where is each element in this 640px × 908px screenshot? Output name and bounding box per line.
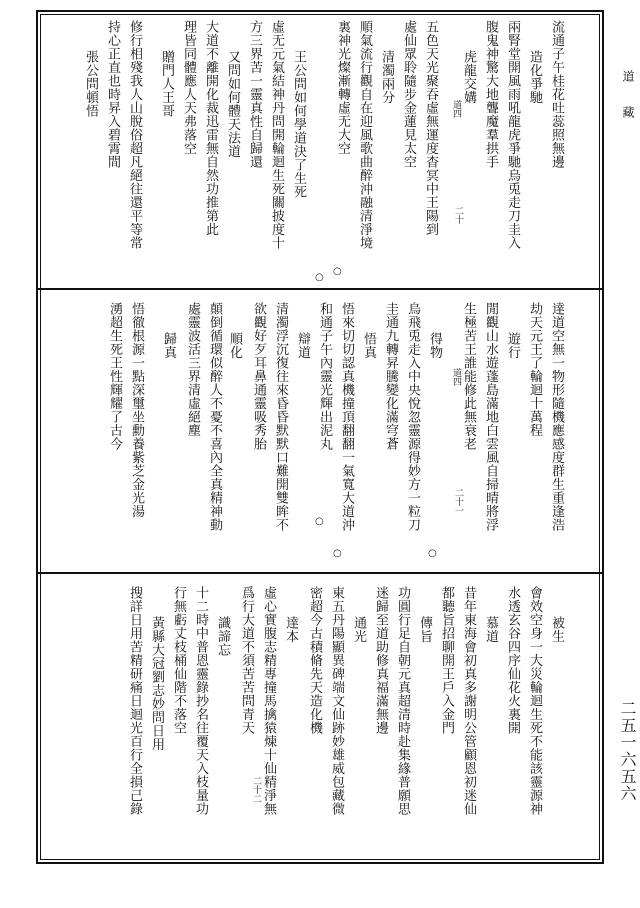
text-column: 虎龍交媾 [461,50,476,104]
page-number: 二五一六五六 [618,700,637,802]
text-column: 虛无元氣結神丹問開輪迴生死關披度十 [269,20,284,250]
text-column: 水透玄谷四序仙花火裏開 [505,586,520,735]
text-column: 順化 [227,332,242,359]
text-column: 辯道 [295,332,310,359]
text-column: 贈門人王哥 [159,50,174,118]
circle-mark-icon: ○ [315,516,324,527]
text-column: 劫天元王了輪迴十萬程 [527,302,542,437]
text-column: 方三界苦一靈真性自歸還 [247,20,262,169]
text-column: 識諦忘 [215,616,230,657]
text-column: 搜詳日用苦精研痛日迴光百行全損己錄 [127,586,142,816]
text-column: 東五丹陽顯異碑端文仙跡妙雄威包藏微 [329,586,344,816]
text-column: 欲觀好歹耳鼻通靈吸秀胎 [251,302,266,451]
text-column: 清濁兩分 [379,50,394,104]
text-column: 黃縣大冠劉志妙問日用 [149,616,164,751]
page-frame [36,10,604,864]
text-column: 張公問頓悟 [83,50,98,118]
folio-marker: 二十 [453,206,463,224]
text-column: 得物 [427,332,442,359]
panel-bottom [48,586,592,854]
folio-marker: 二十二 [251,776,261,803]
text-column: 閒觀山水遊蓬島滿地白雲風自掃晴將浮 [483,302,498,532]
panel-divider-top [38,288,602,290]
text-column: 顛倒循環似醉人不憂不喜內全真精神動 [207,302,222,532]
text-column: 歸真 [161,332,176,359]
text-column: 密超今古積脩先天造化機 [307,586,322,735]
text-column: 悟真 [361,332,376,359]
text-column: 昔年東海會初真多謝明公管顧恩初迷仙 [461,586,476,816]
text-column: 處靈波活三界清虛絕塵 [185,302,200,437]
text-column: 理皆同體應人天弗落空 [181,20,196,155]
text-column: 五色天光聚吞虛無運度杳冥中王陽到 [423,20,438,236]
text-column: 大道不離開化裁迅雷無自然功推第此 [203,20,218,236]
text-column: 傳旨 [417,616,432,643]
text-column: 清濁浮沉復往來昏昏默默口難開雙眸不 [273,302,288,532]
text-column: 遊行 [505,332,520,359]
text-column: 會效空身一大災輪迴生死不能該靈源神 [527,586,542,816]
text-column: 生極苦王誰能修此無衰老 [461,302,476,451]
text-column: 悟來切切認真機撞頂翻翻一氣寬大道沖 [339,302,354,532]
text-column: 圭通九轉昇騰變化滿穹蒼 [383,302,398,451]
text-column: 達本 [283,616,298,643]
text-column: 持心正直也時昇入碧霄間 [105,20,120,169]
margin-title: 道藏 [621,70,635,142]
text-column: 處仙眾聆隨步金蓮見太空 [401,20,416,169]
circle-mark-icon: ○ [315,272,324,283]
text-column: 兩腎堂開風雨吼龍虎爭馳烏兎走刀圭入 [505,20,520,250]
panel-divider-bottom [38,572,602,574]
text-column: 悟徹根源一點深璽坐勳養紫芝金光湯 [129,302,144,518]
text-column: 流通子午桂花吐蕊照無邊 [549,20,564,169]
text-column: 和通子午內靈光輝出泥丸 [317,302,332,451]
folio-marker: 二十一 [453,488,463,515]
text-column: 湧超生死王性輝耀了古今 [107,302,122,451]
text-column: 達道空無一物形隨機應感度群生重逢浩 [549,302,564,532]
folio-marker: 道四 [451,100,461,118]
text-column: 都聽旨招聊開王戶入金門 [439,586,454,735]
text-column: 功圓行足自朝元真超清時赴集緣普願思 [395,586,410,816]
panel-middle [48,302,592,566]
text-column: 行無虧丈枝桶仙階不落空 [171,586,186,735]
circle-mark-icon: ○ [333,548,342,559]
circle-mark-icon: ○ [333,266,342,277]
folio-marker: 道四 [451,368,461,386]
text-column: 造化爭馳 [527,50,542,104]
text-column: 腹鬼神驚大地聾魔羣拱手 [483,20,498,169]
text-column: 通光 [351,616,366,643]
text-column: 被生 [549,616,564,643]
text-column: 虛心實腹志精專撞馬擒猿煉十仙精淨無 [261,586,276,816]
text-column: 十二時中普恩靈錄抄名往覆天入枝量功 [193,586,208,816]
circle-mark-icon: ○ [428,548,437,559]
text-column: 烏飛兎走入中央悅忽靈源得妙方一粒刀 [405,302,420,532]
text-column: 順氣流行觀自在迎風歌曲醉沖融清淨境 [357,20,372,250]
text-column: 王公問如何學道決了生死 [291,50,306,199]
text-column: 修行相殘我人山脫俗超凡絕往還平等常 [127,20,142,250]
text-column: 迷歸至道助修真福滿無邊 [373,586,388,735]
text-column: 爲行大道不須苦苦問青天 [239,586,254,735]
text-column: 裏神光燦漸轉虛无大空 [335,20,350,155]
text-column: 又問如何體天法道 [225,50,240,158]
text-column: 慕道 [483,616,498,643]
